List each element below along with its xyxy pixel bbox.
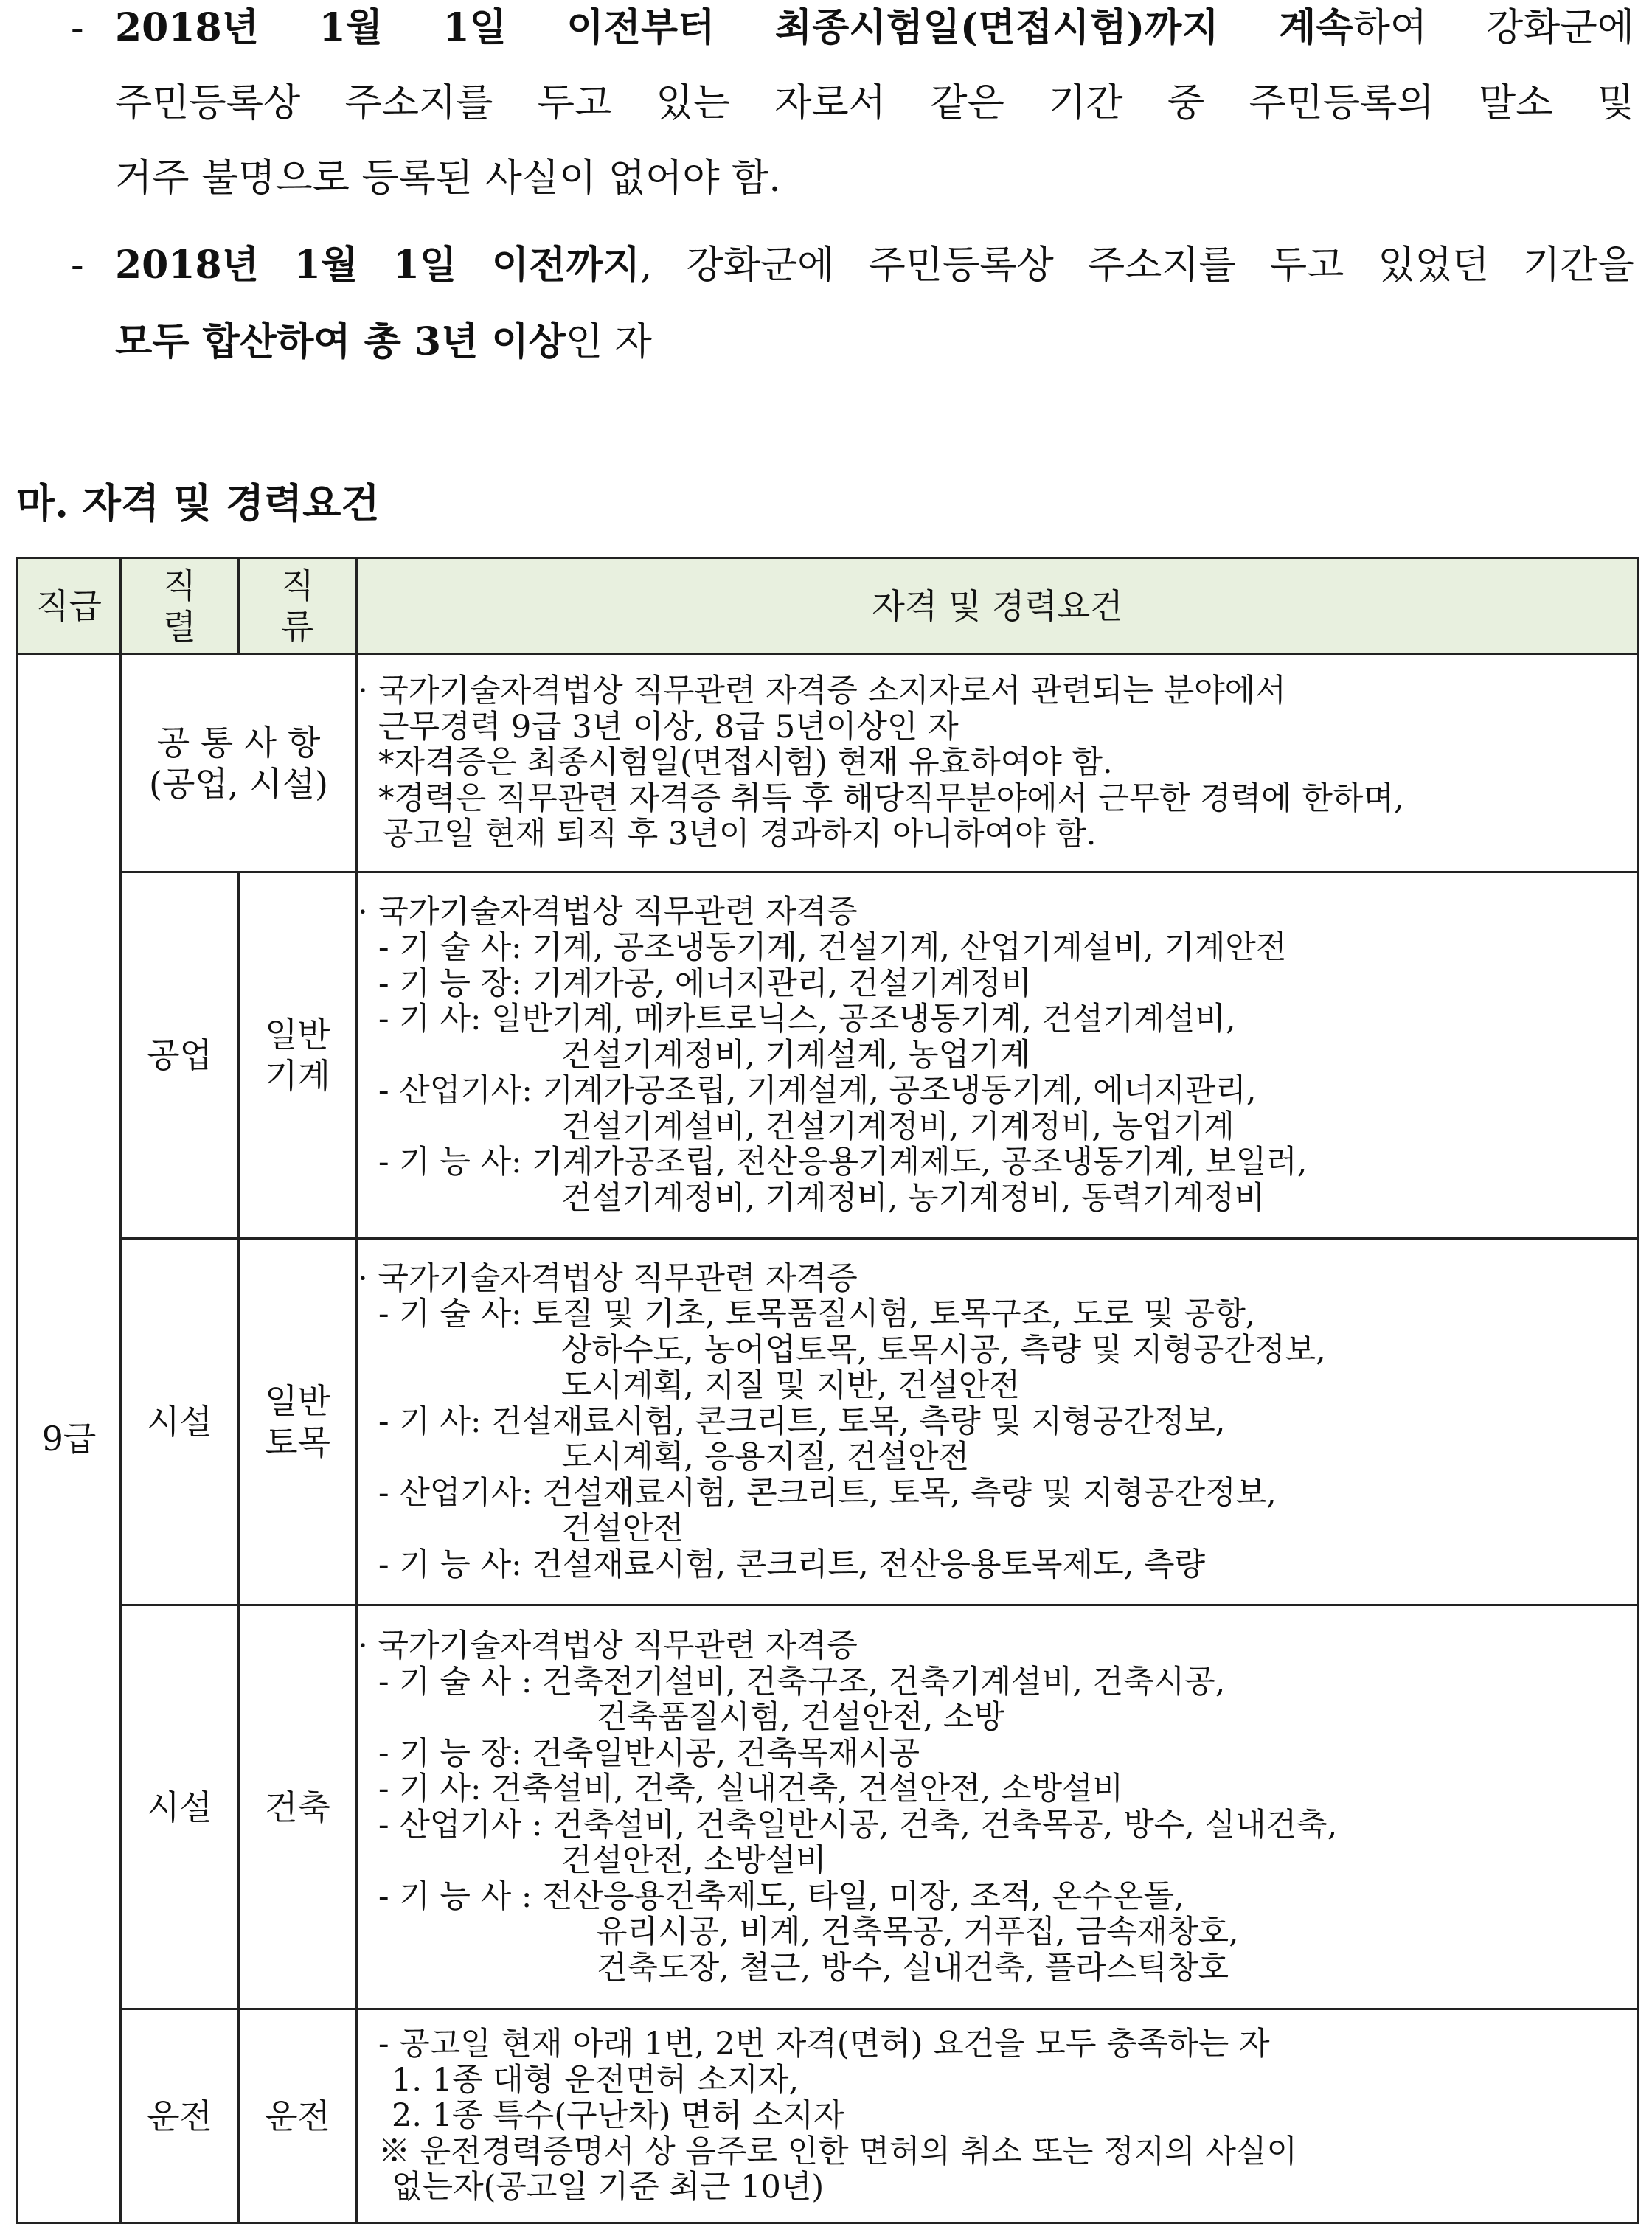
req-line: - 기 능 사: 건설재료시험, 콘크리트, 전산응용토목제도, 측량 [378, 1546, 1206, 1583]
requirements-cell [357, 2009, 1639, 2223]
bullet-1-line-2: 주민등록상 주소지를 두고 있는 자로서 같은 기간 중 주민등록의 말소 및 [115, 81, 1634, 125]
header-grade: 직급 [18, 558, 121, 654]
req-line: 유리시공, 비계, 건축목공, 거푸집, 금속재창호, [597, 1914, 1239, 1950]
class-l1: 일반 [265, 1015, 330, 1054]
req-line: · 국가기술자격법상 직무관련 자격증 [358, 1259, 858, 1297]
header-series [121, 558, 239, 654]
class-cell [239, 872, 357, 1239]
bullet-2-rest-2: 인 자 [565, 320, 652, 364]
requirements-table [16, 557, 1639, 2224]
common-label-l1: 공 통 사 항 [156, 722, 321, 762]
bullet-1-line-1 [115, 6, 1634, 50]
bullet-2-line-2 [115, 320, 1634, 364]
header-class-l2: 류 [281, 606, 314, 647]
req-line: - 공고일 현재 아래 1번, 2번 자격(면허) 요건을 모두 충족하는 자 [378, 2026, 1270, 2063]
req-line: 1. 1종 대형 운전면허 소지자, [392, 2061, 799, 2099]
requirements-cell [357, 1239, 1639, 1605]
table-row [18, 2009, 1639, 2223]
req-line: - 기 능 사 : 전산응용건축제도, 타일, 미장, 조적, 온수온돌, [378, 1877, 1184, 1915]
class-cell: 운전 [239, 2009, 357, 2223]
bullet-2-rest-1: , 강화군에 주민등록상 주소지를 두고 있었던 기간을 [639, 243, 1634, 288]
req-line: 도시계획, 응용지질, 건설안전 [561, 1439, 970, 1476]
header-class [239, 558, 357, 654]
req-line: · 국가기술자격법상 직무관련 자격증 [358, 893, 858, 931]
req-line: *자격증은 최종시험일(면접시험) 현재 유효하여야 함. [378, 744, 1113, 782]
requirements-cell [357, 872, 1639, 1239]
req-line: - 기 사: 건설재료시험, 콘크리트, 토목, 측량 및 지형공간정보, [378, 1403, 1226, 1440]
header-requirements: 자격 및 경력요건 [357, 558, 1639, 654]
table-row [18, 872, 1639, 1239]
req-line: 건설안전 [561, 1510, 684, 1548]
req-line: ※ 운전경력증명서 상 음주로 인한 면허의 취소 또는 정지의 사실이 [378, 2133, 1298, 2170]
bullet-dash: - [71, 243, 84, 288]
req-line: - 기 능 장: 건축일반시공, 건축목재시공 [378, 1734, 920, 1772]
req-line: 건설기계정비, 기계설계, 농업기계 [561, 1036, 1031, 1074]
req-line: 건축품질시험, 건설안전, 소방 [597, 1699, 1005, 1736]
table-row [18, 1239, 1639, 1605]
req-line: 건설기계설비, 건설기계정비, 기계정비, 농업기계 [561, 1108, 1235, 1145]
bullet-1-line-3: 거주 불명으로 등록된 사실이 없어야 함. [115, 156, 781, 201]
req-line: 근무경력 9급 3년 이상, 8급 5년이상인 자 [378, 708, 959, 746]
req-line: - 기 술 사: 토질 및 기초, 토목품질시험, 토목구조, 도로 및 공항, [378, 1296, 1256, 1333]
table-row [18, 1605, 1639, 2009]
class-l2: 토목 [265, 1422, 330, 1462]
header-class-l1: 직 [281, 565, 314, 605]
class-cell [239, 1239, 357, 1605]
req-line: 2. 1종 특수(구난차) 면허 소지자 [392, 2097, 844, 2135]
class-l1: 일반 [265, 1381, 330, 1421]
requirements-cell [357, 654, 1639, 872]
req-line: 건축도장, 철근, 방수, 실내건축, 플라스틱창호 [597, 1949, 1229, 1987]
class-l2: 기계 [265, 1056, 330, 1096]
req-line: 공고일 현재 퇴직 후 3년이 경과하지 아니하여야 함. [383, 816, 1097, 853]
table-header-row [18, 558, 1639, 654]
grade-cell: 9급 [18, 654, 121, 2223]
bullet-2-line-1 [115, 243, 1634, 288]
requirements-cell [357, 1605, 1639, 2009]
table-row [18, 654, 1639, 872]
section-title: 마. 자격 및 경력요건 [16, 479, 380, 527]
req-line: *경력은 직무관련 자격증 취득 후 해당직무분야에서 근무한 경력에 한하며, [378, 779, 1404, 817]
req-line: 건설기계정비, 기계정비, 농기계정비, 동력기계정비 [561, 1179, 1266, 1217]
bullet-1-rest: 하여 강화군에 [1353, 6, 1634, 50]
req-line: - 산업기사: 건설재료시험, 콘크리트, 토목, 측량 및 지형공간정보, [378, 1474, 1277, 1512]
req-line: 도시계획, 지질 및 지반, 건설안전 [561, 1367, 1021, 1405]
header-series-l2: 렬 [163, 606, 196, 647]
req-line: - 기 사: 일반기계, 메카트로닉스, 공조냉동기계, 건설기계설비, [378, 1001, 1236, 1038]
req-line: - 산업기사: 기계가공조립, 기계설계, 공조냉동기계, 에너지관리, [378, 1072, 1257, 1110]
req-line: - 기 사: 건축설비, 건축, 실내건축, 건설안전, 소방설비 [378, 1770, 1124, 1807]
series-cell: 시설 [121, 1605, 239, 2009]
bullet-2-bold-2: 모두 합산하여 총 3년 이상 [115, 319, 566, 364]
req-line: - 기 술 사 : 건축전기설비, 건축구조, 건축기계설비, 건축시공, [378, 1663, 1226, 1700]
req-line: - 산업기사 : 건축설비, 건축일반시공, 건축, 건축목공, 방수, 실내건축, [378, 1806, 1338, 1844]
header-series-l1: 직 [163, 565, 196, 605]
req-line: · 국가기술자격법상 직무관련 자격증 소지자로서 관련되는 분야에서 [358, 673, 1286, 710]
series-cell: 운전 [121, 2009, 239, 2223]
req-line: - 기 능 장: 기계가공, 에너지관리, 건설기계정비 [378, 965, 1032, 1002]
req-line: · 국가기술자격법상 직무관련 자격증 [358, 1627, 858, 1664]
req-line: - 기 능 사: 기계가공조립, 전산응용기계제도, 공조냉동기계, 보일러, [378, 1144, 1308, 1181]
bullet-2-bold-1: 2018년 1월 1일 이전까지 [115, 243, 640, 288]
bullet-1-bold: 2018년 1월 1일 이전부터 최종시험일(면접시험)까지 계속 [115, 5, 1353, 50]
common-label-cell [121, 654, 357, 872]
req-line: - 기 술 사: 기계, 공조냉동기계, 건설기계, 산업기계설비, 기계안전 [378, 929, 1287, 967]
class-cell: 건축 [239, 1605, 357, 2009]
series-cell: 시설 [121, 1239, 239, 1605]
bullet-dash: - [71, 6, 84, 50]
req-line: 상하수도, 농어업토목, 토목시공, 측량 및 지형공간정보, [561, 1331, 1326, 1369]
req-line: 없는자(공고일 기준 최근 10년) [392, 2169, 825, 2206]
series-cell: 공업 [121, 872, 239, 1239]
req-line: 건설안전, 소방설비 [561, 1842, 827, 1879]
common-label-l2: (공업, 시설) [149, 763, 328, 804]
